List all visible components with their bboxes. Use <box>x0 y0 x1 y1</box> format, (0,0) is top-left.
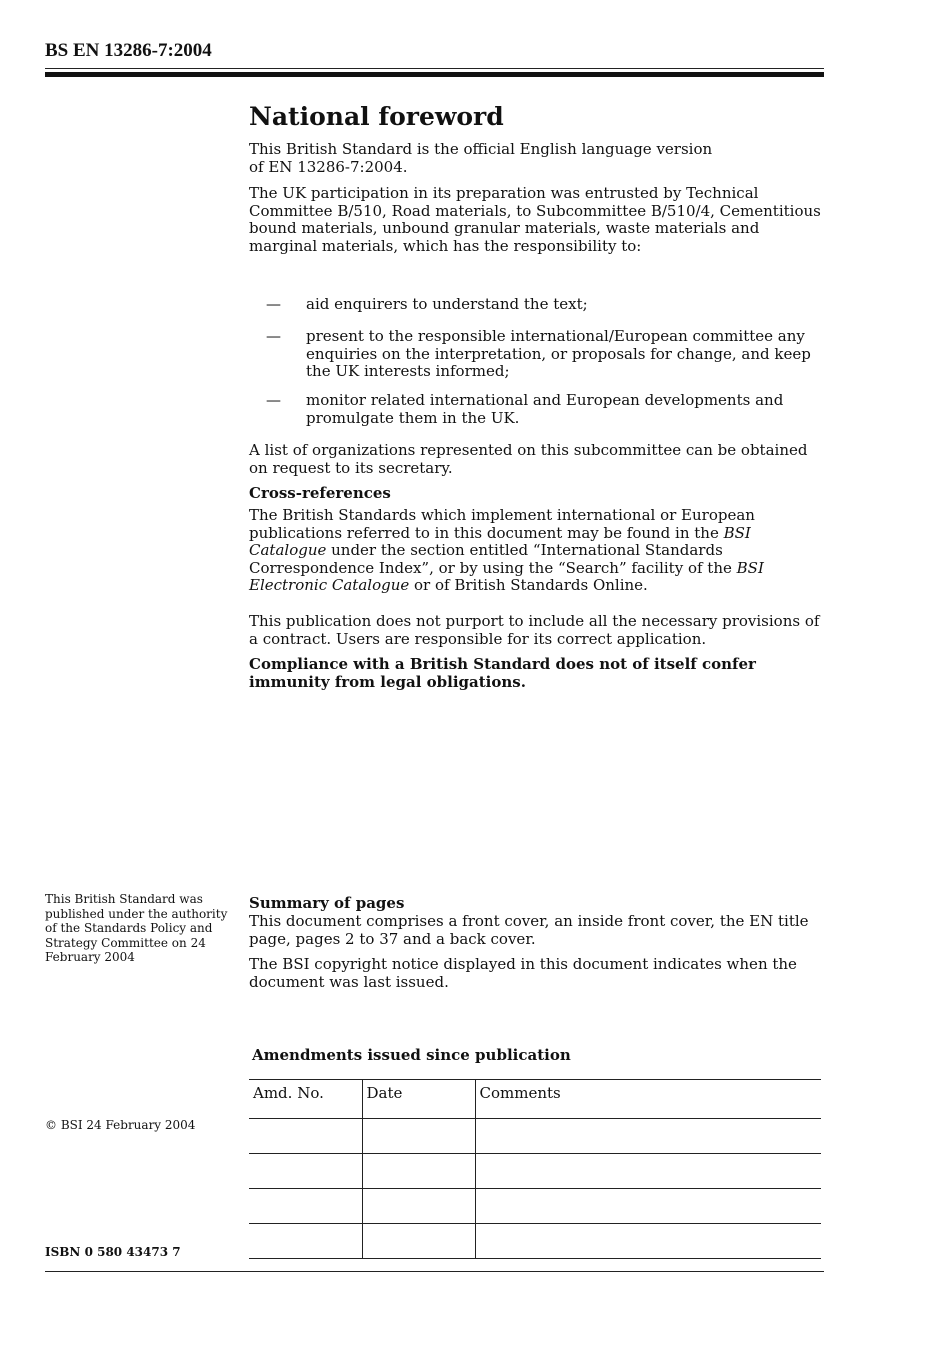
bsi-catalogue-title: BSI Catalogue <box>249 523 751 559</box>
responsibility-item-3: — monitor related international and European developments and promulgate them in the UK. <box>266 391 784 427</box>
table-cell <box>249 1154 362 1189</box>
dash-marker: — <box>266 327 281 345</box>
column-header-comments: Comments <box>475 1080 821 1119</box>
page-title: National foreword <box>249 102 504 131</box>
table-row <box>249 1119 821 1154</box>
table-cell <box>475 1189 821 1224</box>
publication-authority-note: This British Standard was published under the authority of the Standards Policy and Strategy Committee on 24 February 2004 <box>45 892 228 964</box>
amendments-header-row <box>249 1080 821 1119</box>
amendments-heading: Amendments issued since publication <box>252 1046 571 1064</box>
copyright-notice: © BSI 24 February 2004 <box>45 1118 196 1132</box>
table-cell <box>249 1189 362 1224</box>
table-cell <box>362 1154 475 1189</box>
amendments-table <box>249 1079 821 1259</box>
column-header-amd-no: Amd. No. <box>249 1080 362 1119</box>
responsibility-item-2: — present to the responsible international/European committee any enquiries on the interpretation, or proposals for change, and keep the UK interests informed; <box>266 327 811 380</box>
standard-id: BS EN 13286-7:2004 <box>45 40 212 61</box>
table-cell <box>362 1189 475 1224</box>
table-cell <box>475 1154 821 1189</box>
table-cell <box>249 1119 362 1154</box>
isbn: ISBN 0 580 43473 7 <box>45 1245 181 1259</box>
crossref-paragraph: The British Standards which implement international or European publications referred to in this document may be found in the BSI Catalogue under the section entitled “International Standards Correspondence Index”, or by using the “Search” facility of the BSI Electronic Catalogue or of British Standards Online. <box>249 506 764 594</box>
header-rule-thick <box>45 72 824 77</box>
table-cell <box>362 1224 475 1259</box>
copyright-notice-paragraph: The BSI copyright notice displayed in this document indicates when the document was last issued. <box>249 955 797 991</box>
organizations-paragraph: A list of organizations represented on this subcommittee can be obtained on request to its secretary. <box>249 441 808 477</box>
intro-paragraph-1: This British Standard is the official English language version of EN 13286-7:2004. <box>249 140 713 176</box>
footer-rule <box>45 1271 824 1272</box>
header-rule-thin <box>45 68 824 69</box>
column-header-date: Date <box>362 1080 475 1119</box>
dash-marker: — <box>266 391 281 409</box>
crossref-heading: Cross-references <box>249 484 391 502</box>
table-row <box>249 1189 821 1224</box>
table-cell <box>249 1224 362 1259</box>
summary-heading: Summary of pages <box>249 894 405 912</box>
table-cell <box>362 1119 475 1154</box>
compliance-statement: Compliance with a British Standard does not of itself confer immunity from legal obligations. <box>249 655 756 691</box>
table-row <box>249 1224 821 1259</box>
intro-paragraph-2: The UK participation in its preparation was entrusted by Technical Committee B/510, Road materials, to Subcommittee B/510/4, Cementitious bound materials, unbound granular materials, waste materials and marginal materials, which has the responsibility to: <box>249 184 821 255</box>
contract-note: This publication does not purport to include all the necessary provisions of a contract. Users are responsible for its correct application. <box>249 612 820 648</box>
summary-text: This document comprises a front cover, an inside front cover, the EN title page, pages 2 to 37 and a back cover. <box>249 912 809 948</box>
bsi-electronic-catalogue-title: BSI Electronic Catalogue <box>249 558 764 594</box>
responsibility-item-1: — aid enquirers to understand the text; <box>266 295 588 313</box>
table-cell <box>475 1224 821 1259</box>
table-cell <box>475 1119 821 1154</box>
dash-marker: — <box>266 295 281 313</box>
table-row <box>249 1154 821 1189</box>
